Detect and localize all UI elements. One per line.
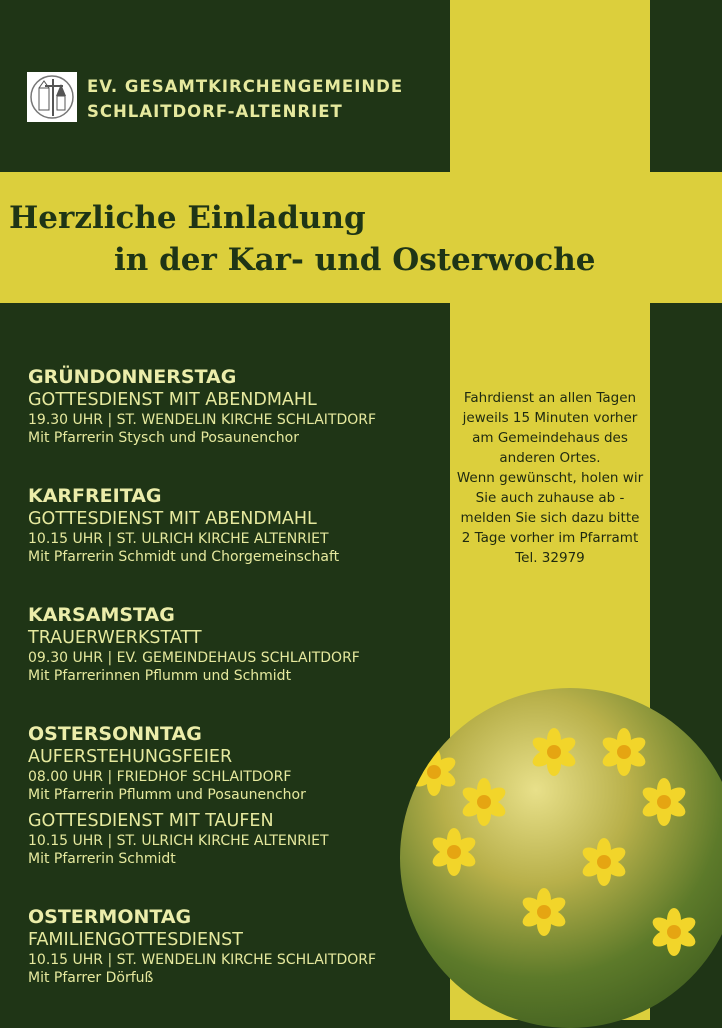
- service-time-place: 10.15 UHR | ST. ULRICH KIRCHE ALTENRIET: [28, 833, 329, 849]
- daffodil-icon: [650, 908, 698, 956]
- service-time-place: 08.00 UHR | FRIEDHOF SCHLAITDORF: [28, 769, 292, 785]
- daffodil-icon: [430, 828, 478, 876]
- event-day: KARSAMSTAG: [28, 604, 175, 626]
- church-logo-icon: [27, 72, 77, 122]
- service-people: Mit Pfarrerinnen Pflumm und Schmidt: [28, 668, 292, 684]
- note-line: melden Sie sich dazu bitte: [460, 510, 640, 526]
- event-day: OSTERSONNTAG: [28, 723, 202, 745]
- daffodil-icon: [640, 778, 688, 826]
- note-line: Tel. 32979: [515, 550, 585, 566]
- daffodil-photo: [400, 688, 722, 1028]
- transport-note: [450, 388, 650, 568]
- event-3: [28, 723, 376, 868]
- event-list: [28, 366, 376, 1025]
- note-line: 2 Tage vorher im Pfarramt: [461, 530, 639, 546]
- event-2: [28, 604, 376, 685]
- service-people: Mit Pfarrerin Schmidt: [28, 851, 176, 867]
- organization-name: [87, 74, 403, 124]
- service-people: Mit Pfarrerin Schmidt und Chorgemeinschaft: [28, 549, 340, 565]
- service-people: Mit Pfarrer Dörfuß: [28, 970, 154, 986]
- service-name: GOTTESDIENST MIT ABENDMAHL: [28, 390, 317, 410]
- org-line-2: SCHLAITDORF-ALTENRIET: [87, 102, 343, 121]
- service-name: GOTTESDIENST MIT TAUFEN: [28, 811, 274, 831]
- event-day: GRÜNDONNERSTAG: [28, 366, 237, 388]
- service-name: GOTTESDIENST MIT ABENDMAHL: [28, 509, 317, 529]
- service-people: Mit Pfarrerin Stysch und Posaunenchor: [28, 430, 299, 446]
- daffodil-icon: [580, 838, 628, 886]
- event-4: [28, 906, 376, 987]
- daffodil-icon: [520, 888, 568, 936]
- cross-horizontal-bar: [0, 172, 722, 303]
- note-line: Fahrdienst an allen Tagen: [463, 390, 637, 406]
- service-name: AUFERSTEHUNGSFEIER: [28, 747, 233, 767]
- service-time-place: 19.30 UHR | ST. WENDELIN KIRCHE SCHLAITDORF: [28, 412, 377, 428]
- daffodil-icon: [530, 728, 578, 776]
- org-line-1: EV. GESAMTKIRCHENGEMEINDE: [87, 77, 404, 96]
- service-time-place: 10.15 UHR | ST. WENDELIN KIRCHE SCHLAITDORF: [28, 952, 377, 968]
- title-line-1: Herzliche Einladung: [9, 200, 366, 236]
- service-name: TRAUERWERKSTATT: [28, 628, 202, 648]
- note-line: jeweils 15 Minuten vorher: [462, 410, 638, 426]
- daffodil-icon: [410, 748, 458, 796]
- service-name: FAMILIENGOTTESDIENST: [28, 930, 243, 950]
- event-day: KARFREITAG: [28, 485, 162, 507]
- service-people: Mit Pfarrerin Pflumm und Posaunenchor: [28, 787, 306, 803]
- note-line: Sie auch zuhause ab -: [475, 490, 625, 506]
- event-0: [28, 366, 376, 447]
- daffodil-icon: [600, 728, 648, 776]
- daffodil-icon: [460, 778, 508, 826]
- note-line: am Gemeindehaus des: [472, 430, 628, 446]
- event-day: OSTERMONTAG: [28, 906, 192, 928]
- title-line-2: in der Kar- und Osterwoche: [114, 242, 596, 278]
- note-line: Wenn gewünscht, holen wir: [456, 470, 644, 486]
- event-1: [28, 485, 376, 566]
- note-line: anderen Ortes.: [499, 450, 601, 466]
- service-time-place: 10.15 UHR | ST. ULRICH KIRCHE ALTENRIET: [28, 531, 329, 547]
- service-time-place: 09.30 UHR | EV. GEMEINDEHAUS SCHLAITDORF: [28, 650, 360, 666]
